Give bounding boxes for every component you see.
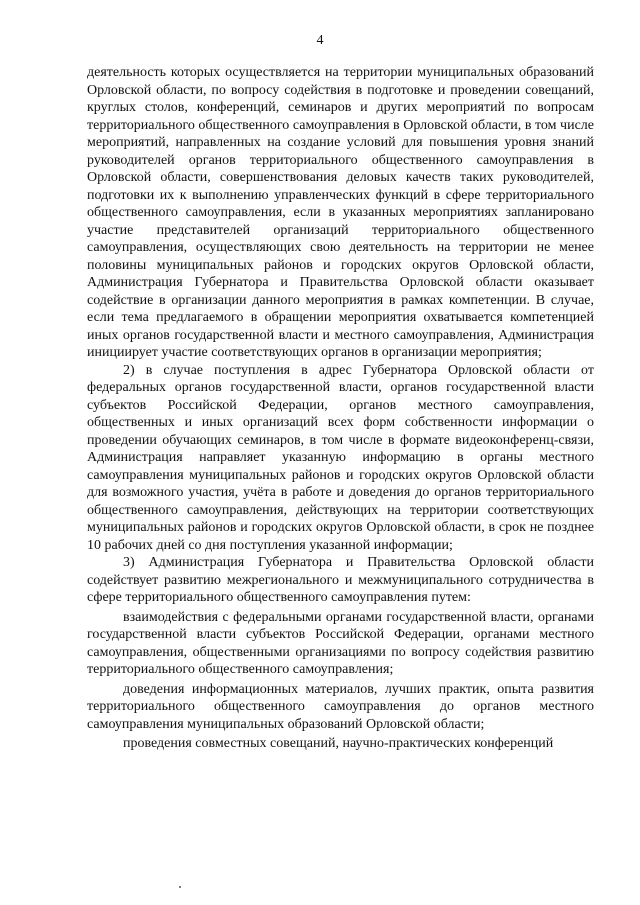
scan-speck	[179, 886, 181, 888]
paragraph-1-continuation: деятельность которых осуществляется на территории муниципальных образований Орловской области, по вопросу содействия в подготовке и проведении совещаний, круглых столов, конференций, семинаров и других мероприятий по вопросам территориального общественного самоуправления в Орловской области, в том числе мероприятий, направленных на создание условий для повышения уровня знаний руководителей органов территориального общественного самоуправления в Орловской области, совершенствования деловых качеств таких руководителей, подготовки их к выполнению управленческих функций в сфере территориального общественного самоуправления, если в указанных мероприятиях запланировано участие представителей организаций территориального общественного самоуправления, осуществляющих свою деятельность на территории не менее половины муниципальных районов и городских округов Орловской области, Администрация Губернатора и Правительства Орловской области оказывает содействие в организации данного мероприятия в рамках компетенции. В случае, если тема предлагаемого в обращении мероприятия охватывается компетенцией иных органов государственной власти и местного самоуправления, Администрация инициирует участие соответствующих органов в организации мероприятия;	[87, 65, 594, 360]
list-item-interaction: взаимодействия с федеральными органами государственной власти, органами государственной власти субъектов Российской Федерации, органами местного самоуправления, общественными организациями по вопросу содействия развитию территориального общественного самоуправления;	[87, 609, 594, 677]
paragraph-item-2: 2) в случае поступления в адрес Губернатора Орловской области от федеральных органов государственной власти, органов государственной власти субъектов Российской Федерации, органов местного самоуправления, общественных и иных организаций всех форм собственности информации о проведении обучающих семинаров, в том числе в формате видеоконференц-связи, Администрация направляет указанную информацию в органы местного самоуправления муниципальных районов и городских округов Орловской области для возможного участия, учёта в работе и доведения до органов территориального общественного самоуправления, действующих на территории соответствующих муниципальных районов и городских округов Орловской области, в срок не позднее 10 рабочих дней со дня поступления указанной информации;	[87, 362, 594, 553]
document-body	[87, 64, 594, 753]
page-number: 4	[316, 33, 324, 48]
list-item-materials: доведения информационных материалов, лучших практик, опыта развития территориального общественного самоуправления до органов местного самоуправления муниципальных образований Орловской области;	[87, 681, 594, 732]
paragraph-item-3: 3) Администрация Губернатора и Правительства Орловской области содействует развитию межрегионального и межмуниципального сотрудничества в сфере территориального общественного самоуправления путем:	[87, 555, 594, 605]
list-item-meetings: проведения совместных совещаний, научно-практических конференций	[123, 736, 554, 751]
